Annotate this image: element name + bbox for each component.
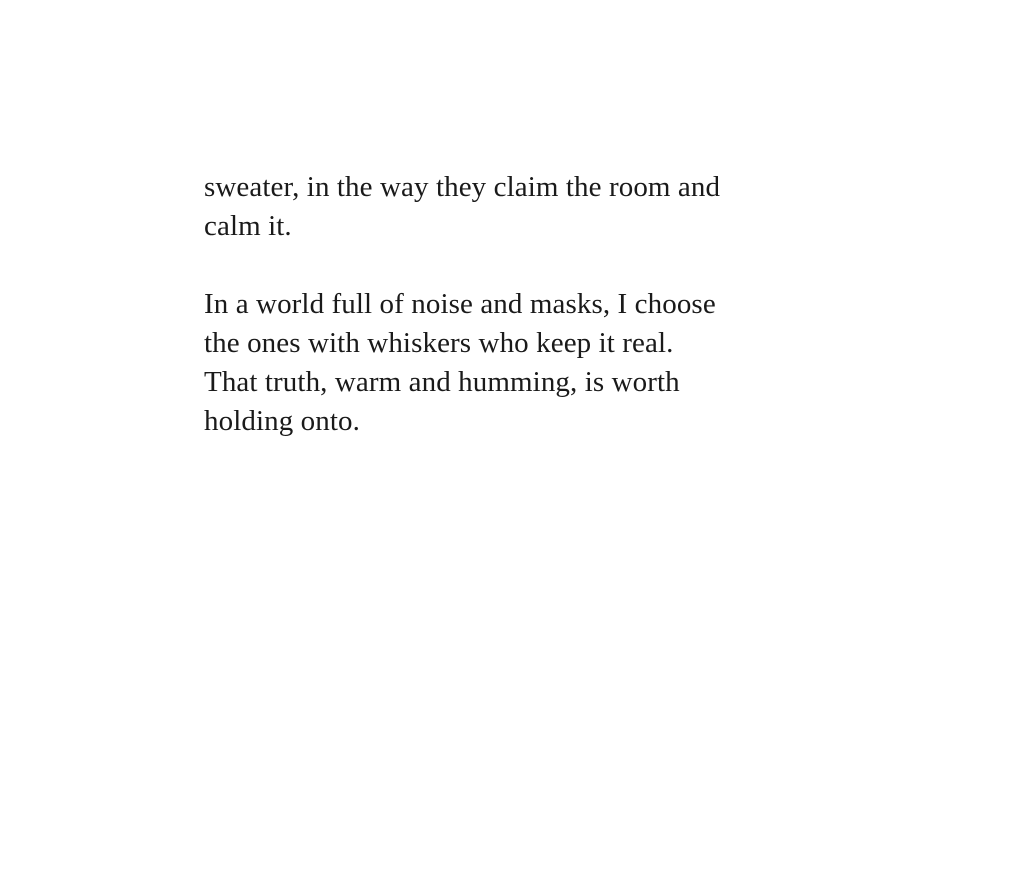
text-line: In a world full of noise and masks, I choose	[204, 288, 716, 320]
paragraph-2	[204, 285, 844, 441]
text-line: the ones with whiskers who keep it real.	[204, 327, 674, 359]
text-line: calm it.	[204, 210, 292, 242]
text-line: holding onto.	[204, 405, 360, 437]
paragraph-1	[204, 168, 844, 246]
text-line: That truth, warm and humming, is worth	[204, 366, 680, 398]
text-block	[204, 168, 844, 441]
text-line: sweater, in the way they claim the room and	[204, 171, 721, 203]
